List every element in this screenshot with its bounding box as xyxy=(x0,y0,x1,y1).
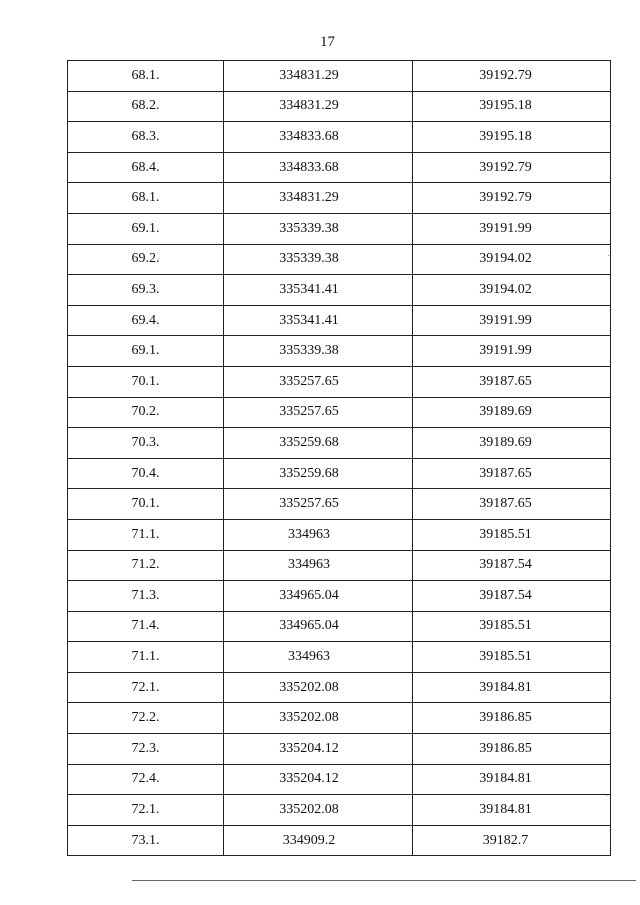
x-coordinate-cell: 335341.41 xyxy=(224,275,413,306)
y-coordinate-cell: 39185.51 xyxy=(413,611,611,642)
y-coordinate-cell: 39182.7 xyxy=(413,825,611,856)
point-number-cell: 72.2. xyxy=(68,703,224,734)
point-number-cell: 68.2. xyxy=(68,91,224,122)
point-number-cell: 72.3. xyxy=(68,734,224,765)
point-number-cell: 69.1. xyxy=(68,213,224,244)
point-number-cell: 70.4. xyxy=(68,458,224,489)
x-coordinate-cell: 335259.68 xyxy=(224,458,413,489)
table-row xyxy=(68,764,611,795)
y-coordinate-cell: 39195.18 xyxy=(413,122,611,153)
coordinates-table xyxy=(67,60,611,856)
point-number-cell: 71.1. xyxy=(68,519,224,550)
x-coordinate-cell: 335202.08 xyxy=(224,703,413,734)
x-coordinate-cell: 334831.29 xyxy=(224,183,413,214)
point-number-cell: 70.1. xyxy=(68,489,224,520)
table-row xyxy=(68,336,611,367)
x-coordinate-cell: 335202.08 xyxy=(224,795,413,826)
x-coordinate-cell: 334963 xyxy=(224,550,413,581)
x-coordinate-cell: 335257.65 xyxy=(224,489,413,520)
x-coordinate-cell: 335339.38 xyxy=(224,336,413,367)
x-coordinate-cell: 335259.68 xyxy=(224,428,413,459)
table-row xyxy=(68,489,611,520)
point-number-cell: 68.1. xyxy=(68,61,224,92)
point-number-cell: 71.1. xyxy=(68,642,224,673)
point-number-cell: 69.3. xyxy=(68,275,224,306)
y-coordinate-cell: 39191.99 xyxy=(413,305,611,336)
x-coordinate-cell: 334963 xyxy=(224,519,413,550)
y-coordinate-cell: 39194.02 xyxy=(413,244,611,275)
point-number-cell: 69.1. xyxy=(68,336,224,367)
x-coordinate-cell: 334965.04 xyxy=(224,581,413,612)
scan-speck xyxy=(606,795,607,796)
y-coordinate-cell: 39192.79 xyxy=(413,61,611,92)
point-number-cell: 70.2. xyxy=(68,397,224,428)
y-coordinate-cell: 39189.69 xyxy=(413,428,611,459)
y-coordinate-cell: 39191.99 xyxy=(413,336,611,367)
table-row xyxy=(68,642,611,673)
x-coordinate-cell: 334963 xyxy=(224,642,413,673)
y-coordinate-cell: 39187.54 xyxy=(413,581,611,612)
point-number-cell: 70.1. xyxy=(68,366,224,397)
x-coordinate-cell: 335204.12 xyxy=(224,764,413,795)
x-coordinate-cell: 335202.08 xyxy=(224,672,413,703)
table-row xyxy=(68,611,611,642)
table-row xyxy=(68,397,611,428)
x-coordinate-cell: 335341.41 xyxy=(224,305,413,336)
point-number-cell: 71.3. xyxy=(68,581,224,612)
y-coordinate-cell: 39194.02 xyxy=(413,275,611,306)
table-row xyxy=(68,213,611,244)
table-row xyxy=(68,244,611,275)
table-row xyxy=(68,428,611,459)
table-row xyxy=(68,581,611,612)
y-coordinate-cell: 39192.79 xyxy=(413,152,611,183)
y-coordinate-cell: 39189.69 xyxy=(413,397,611,428)
y-coordinate-cell: 39187.65 xyxy=(413,489,611,520)
table-row xyxy=(68,91,611,122)
table-row xyxy=(68,275,611,306)
x-coordinate-cell: 334965.04 xyxy=(224,611,413,642)
y-coordinate-cell: 39186.85 xyxy=(413,703,611,734)
y-coordinate-cell: 39195.18 xyxy=(413,91,611,122)
y-coordinate-cell: 39192.79 xyxy=(413,183,611,214)
y-coordinate-cell: 39187.65 xyxy=(413,458,611,489)
table-row xyxy=(68,672,611,703)
x-coordinate-cell: 335339.38 xyxy=(224,213,413,244)
y-coordinate-cell: 39184.81 xyxy=(413,672,611,703)
point-number-cell: 69.2. xyxy=(68,244,224,275)
point-number-cell: 68.3. xyxy=(68,122,224,153)
page-number: 17 xyxy=(320,34,335,50)
x-coordinate-cell: 335339.38 xyxy=(224,244,413,275)
x-coordinate-cell: 335204.12 xyxy=(224,734,413,765)
y-coordinate-cell: 39185.51 xyxy=(413,519,611,550)
table-row xyxy=(68,519,611,550)
x-coordinate-cell: 334833.68 xyxy=(224,152,413,183)
table-row xyxy=(68,795,611,826)
point-number-cell: 68.1. xyxy=(68,183,224,214)
x-coordinate-cell: 334831.29 xyxy=(224,91,413,122)
point-number-cell: 72.1. xyxy=(68,672,224,703)
x-coordinate-cell: 334831.29 xyxy=(224,61,413,92)
table-row xyxy=(68,550,611,581)
y-coordinate-cell: 39184.81 xyxy=(413,795,611,826)
x-coordinate-cell: 335257.65 xyxy=(224,397,413,428)
coordinates-table-body xyxy=(68,61,611,856)
x-coordinate-cell: 334833.68 xyxy=(224,122,413,153)
point-number-cell: 70.3. xyxy=(68,428,224,459)
y-coordinate-cell: 39187.54 xyxy=(413,550,611,581)
point-number-cell: 69.4. xyxy=(68,305,224,336)
table-row xyxy=(68,61,611,92)
scan-speck xyxy=(608,255,609,256)
table-row xyxy=(68,366,611,397)
table-row xyxy=(68,458,611,489)
x-coordinate-cell: 334909.2 xyxy=(224,825,413,856)
y-coordinate-cell: 39185.51 xyxy=(413,642,611,673)
table-row xyxy=(68,152,611,183)
page-bottom-rule xyxy=(132,880,636,881)
table-row xyxy=(68,703,611,734)
point-number-cell: 71.2. xyxy=(68,550,224,581)
table-row xyxy=(68,825,611,856)
y-coordinate-cell: 39187.65 xyxy=(413,366,611,397)
y-coordinate-cell: 39184.81 xyxy=(413,764,611,795)
y-coordinate-cell: 39191.99 xyxy=(413,213,611,244)
point-number-cell: 71.4. xyxy=(68,611,224,642)
point-number-cell: 73.1. xyxy=(68,825,224,856)
point-number-cell: 72.1. xyxy=(68,795,224,826)
table-row xyxy=(68,183,611,214)
x-coordinate-cell: 335257.65 xyxy=(224,366,413,397)
point-number-cell: 72.4. xyxy=(68,764,224,795)
table-row xyxy=(68,305,611,336)
table-row xyxy=(68,734,611,765)
y-coordinate-cell: 39186.85 xyxy=(413,734,611,765)
point-number-cell: 68.4. xyxy=(68,152,224,183)
table-row xyxy=(68,122,611,153)
